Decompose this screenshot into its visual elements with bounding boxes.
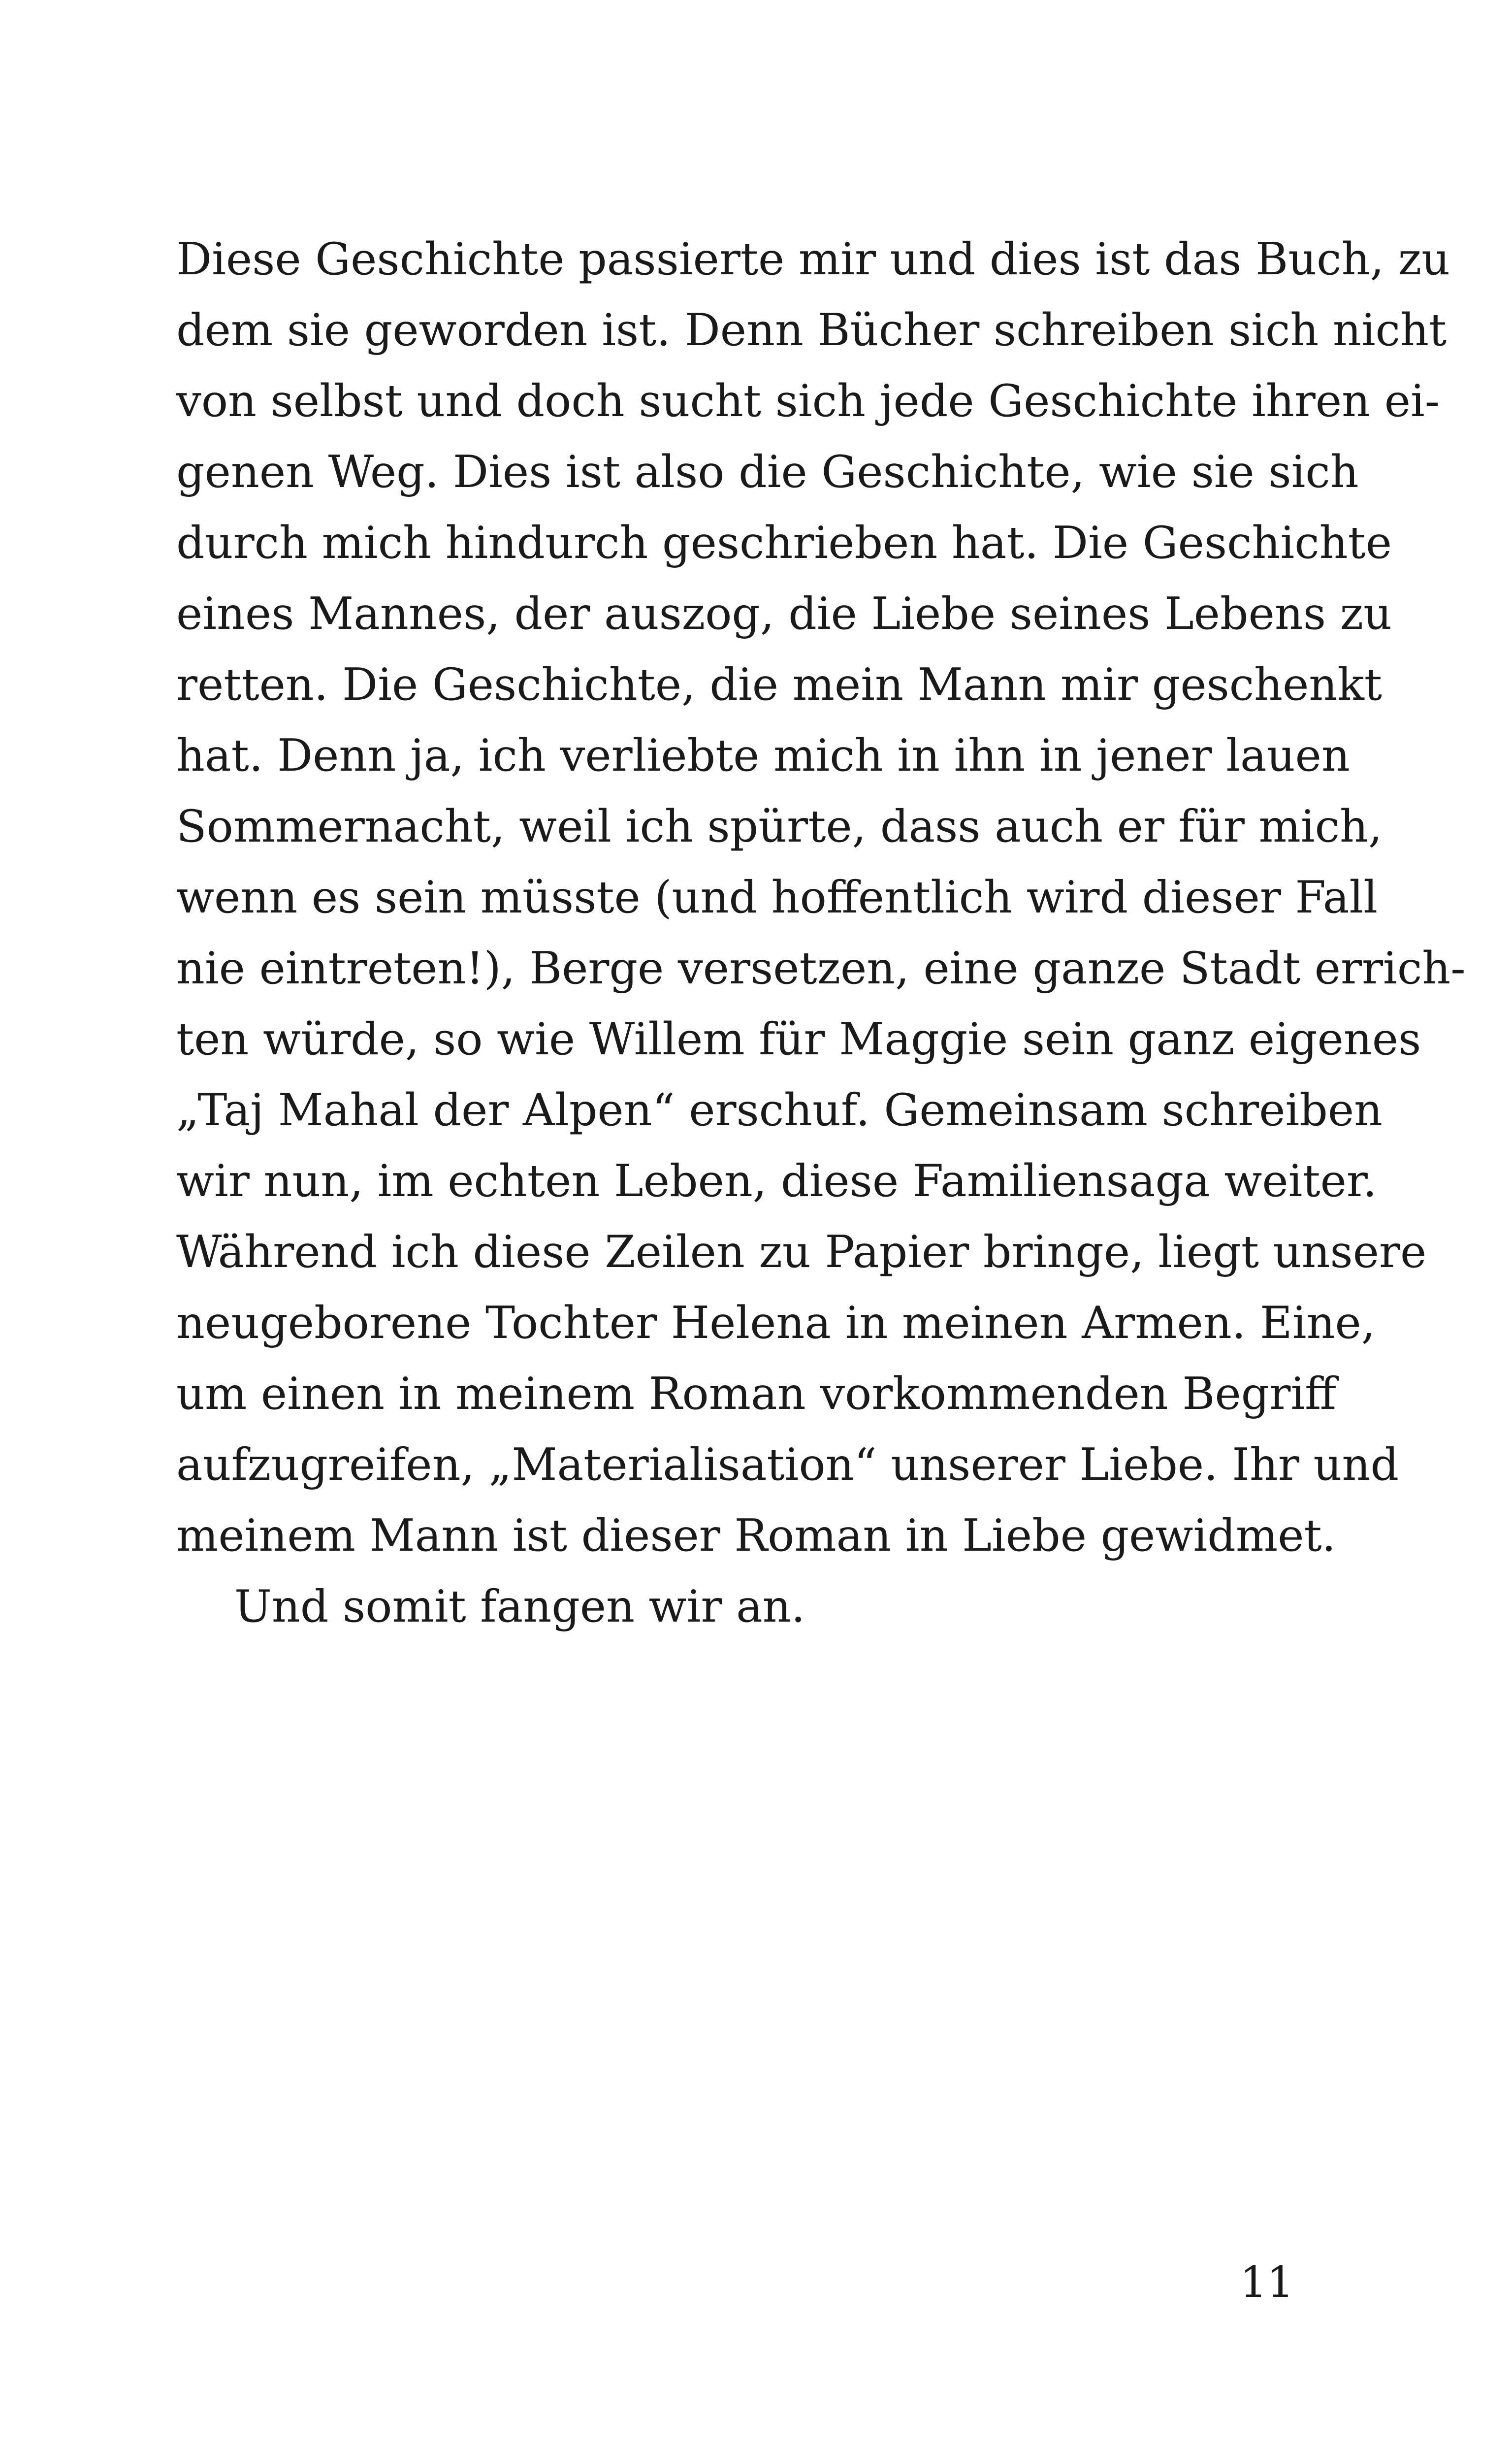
text-line: Sommernacht, weil ich spürte, dass auch er für mich, bbox=[176, 801, 1383, 852]
text-line: nie eintreten!), Berge versetzen, eine ganze Stadt errich- bbox=[176, 943, 1466, 994]
text-line: genen Weg. Dies ist also die Geschichte, wie sie sich bbox=[176, 446, 1359, 498]
text-line: retten. Die Geschichte, die mein Mann mir geschenkt bbox=[176, 659, 1383, 711]
page-number: 11 bbox=[1240, 2258, 1294, 2307]
closing-paragraph: Und somit fangen wir an. bbox=[234, 1581, 805, 1632]
text-line: hat. Denn ja, ich verliebte mich in ihn in jener lauen bbox=[176, 730, 1350, 782]
text-line: Diese Geschichte passierte mir und dies ist das Buch, zu bbox=[176, 233, 1450, 285]
text-line: um einen in meinem Roman vorkommenden Begriff bbox=[176, 1368, 1337, 1420]
text-line: ten würde, so wie Willem für Maggie sein ganz eigenes bbox=[176, 1013, 1421, 1065]
text-line: durch mich hindurch geschrieben hat. Die Geschichte bbox=[176, 517, 1392, 569]
text-line: Während ich diese Zeilen zu Papier bringe, liegt unsere bbox=[176, 1226, 1427, 1278]
body-text bbox=[176, 224, 1466, 1642]
text-line: wir nun, im echten Leben, diese Familiensaga weiter. bbox=[176, 1155, 1377, 1207]
text-line: neugeborene Tochter Helena in meinen Armen. Eine, bbox=[176, 1297, 1376, 1349]
text-line: meinem Mann ist dieser Roman in Liebe gewidmet. bbox=[176, 1510, 1336, 1562]
text-line: von selbst und doch sucht sich jede Geschichte ihren ei- bbox=[176, 375, 1440, 427]
text-line: wenn es sein müsste (und hoffentlich wird dieser Fall bbox=[176, 872, 1378, 923]
text-line: aufzugreifen, „Materialisation“ unserer Liebe. Ihr und bbox=[176, 1439, 1399, 1491]
text-line: dem sie geworden ist. Denn Bücher schreiben sich nicht bbox=[176, 304, 1447, 356]
text-line: „Taj Mahal der Alpen“ erschuf. Gemeinsam schreiben bbox=[176, 1084, 1383, 1136]
text-line: eines Mannes, der auszog, die Liebe seines Lebens zu bbox=[176, 588, 1392, 640]
